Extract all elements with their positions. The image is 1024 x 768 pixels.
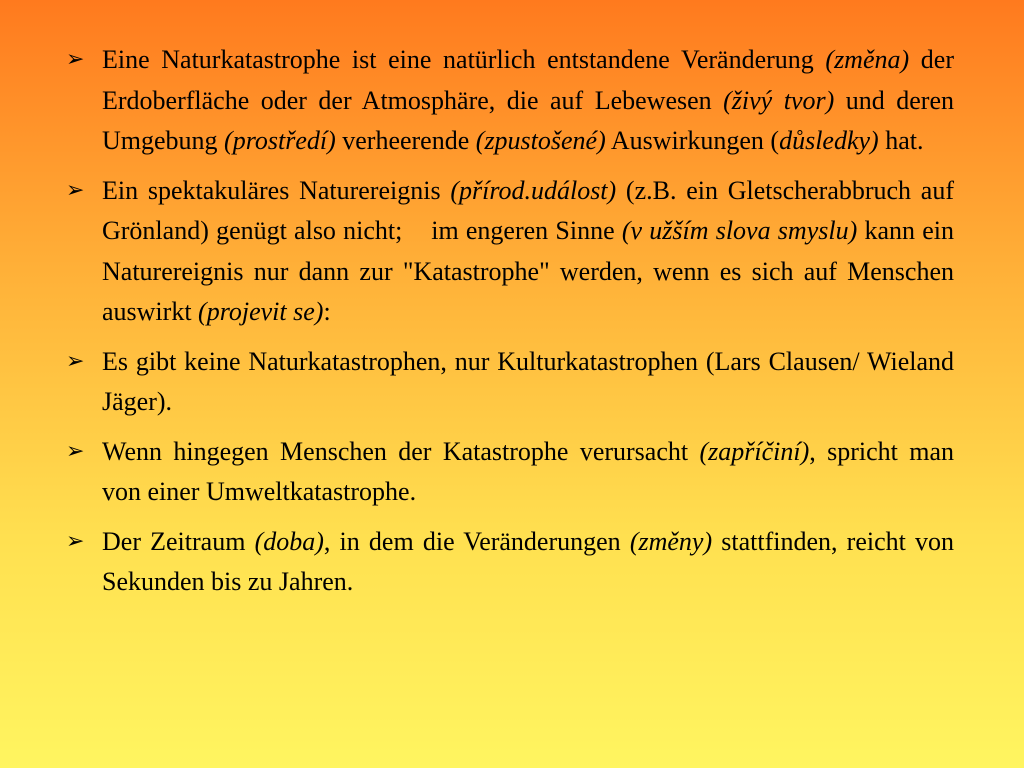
arrow-bullet-icon: ➢ bbox=[66, 528, 85, 554]
bullet-text bbox=[102, 527, 954, 597]
bullet-item bbox=[66, 40, 954, 162]
text-run: Es gibt keine Naturkatastrophen, nur Kulturkatastrophen (Lars Clausen/ Wieland Jäger). bbox=[102, 346, 954, 416]
translation-term: (v užším slova smyslu) bbox=[621, 216, 858, 245]
bullet-text bbox=[102, 347, 954, 417]
text-run: Eine Naturkatastrophe ist eine natürlich entstandene Veränderung bbox=[102, 45, 826, 74]
translation-term: (projevit se) bbox=[198, 297, 324, 326]
translation-term: (doba) bbox=[254, 526, 324, 556]
translation-term: (živý tvor) bbox=[723, 85, 835, 115]
bullet-list bbox=[66, 40, 954, 612]
bullet-text bbox=[102, 176, 954, 327]
text-run: Wenn hingegen Menschen der Katastrophe verursacht bbox=[102, 436, 700, 466]
text-run: kann ein Naturereignis nur dann zur "Katastrophe" werden, wenn es sich auf Menschen auswirkt bbox=[102, 216, 954, 326]
translation-term: (přírod.událost) bbox=[450, 175, 617, 205]
text-run: Ein spektakuläres Naturereignis bbox=[102, 175, 451, 205]
text-run: Auswirkungen ( bbox=[605, 126, 780, 155]
text-run: Der Zeitraum bbox=[102, 526, 255, 556]
translation-term: důsledky) bbox=[779, 126, 879, 155]
text-run: , in dem die Veränderungen bbox=[323, 526, 630, 556]
translation-term: (zpustošené) bbox=[475, 126, 606, 155]
arrow-bullet-icon: ➢ bbox=[66, 177, 85, 203]
bullet-text bbox=[102, 437, 954, 507]
bullet-item bbox=[66, 522, 954, 603]
text-run: der Erdoberfläche oder der Atmosphäre, die auf Lebewesen bbox=[102, 45, 954, 115]
translation-term: (změny) bbox=[629, 526, 713, 556]
text-run: , spricht man von einer Umweltkatastrophe. bbox=[102, 436, 954, 506]
text-run: verheerende bbox=[335, 126, 476, 155]
text-run: und deren Umgebung bbox=[102, 85, 954, 155]
text-run: (z.B. ein Gletscherabbruch auf Grönland) genügt also nicht; im engeren Sinne bbox=[102, 175, 954, 245]
bullet-item bbox=[66, 171, 954, 333]
translation-term: (prostředí) bbox=[224, 126, 336, 155]
arrow-bullet-icon: ➢ bbox=[66, 348, 85, 374]
translation-term: (zapříčiní) bbox=[699, 436, 810, 466]
text-run: hat. bbox=[878, 126, 924, 155]
bullet-item bbox=[66, 432, 954, 513]
text-run: : bbox=[323, 297, 331, 326]
arrow-bullet-icon: ➢ bbox=[66, 438, 85, 464]
arrow-bullet-icon: ➢ bbox=[66, 47, 85, 72]
bullet-text bbox=[102, 45, 954, 155]
text-run: stattfinden, reicht von Sekunden bis zu Jahren. bbox=[102, 526, 955, 596]
bullet-item bbox=[66, 342, 954, 423]
translation-term: (změna) bbox=[825, 45, 910, 74]
